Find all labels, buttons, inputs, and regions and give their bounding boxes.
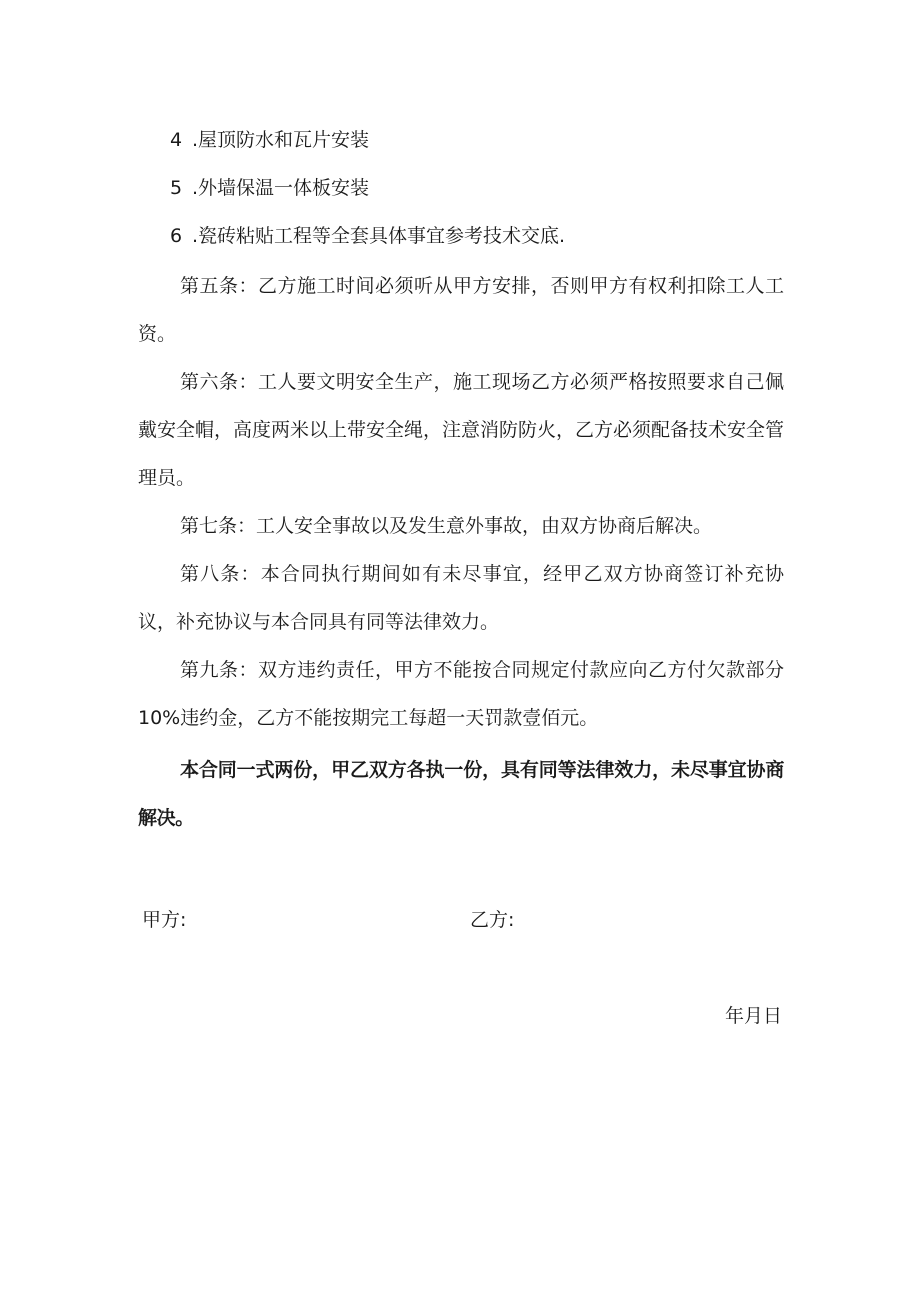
clause-6: 第六条：工人要文明安全生产，施工现场乙方必须严格按照要求自己佩戴安全帽，高度两米以上带安全绳，注意消防防火，乙方必须配备技术安全管理员。 bbox=[138, 371, 785, 489]
clause-7: 第七条：工人安全事故以及发生意外事故，由双方协商后解决。 bbox=[180, 515, 713, 537]
list-item-text: .屋顶防水和瓦片安装 bbox=[192, 129, 370, 151]
closing-statement: 本合同一式两份，甲乙双方各执一份，具有同等法律效力，未尽事宜协商解决。 bbox=[138, 759, 784, 829]
list-item-number: 6 bbox=[170, 225, 183, 247]
list-item-number: 5 bbox=[170, 177, 183, 199]
date-line: 年月日 bbox=[724, 1005, 782, 1027]
list-item-6 bbox=[170, 224, 565, 248]
party-b-signature: 乙方: bbox=[470, 909, 515, 931]
clause-9: 第九条：双方违约责任，甲方不能按合同规定付款应向乙方付欠款部分10%违约金，乙方不能按期完工每超一天罚款壹佰元。 bbox=[138, 659, 784, 729]
list-item-number: 4 bbox=[170, 129, 183, 151]
clause-8: 第八条：本合同执行期间如有未尽事宜，经甲乙双方协商签订补充协议，补充协议与本合同具有同等法律效力。 bbox=[138, 563, 784, 633]
list-item-text: .瓷砖粘贴工程等全套具体事宜参考技术交底. bbox=[192, 225, 566, 247]
clause-5: 第五条：乙方施工时间必须听从甲方安排，否则甲方有权利扣除工人工资。 bbox=[138, 275, 784, 345]
party-a-signature: 甲方: bbox=[142, 909, 187, 931]
list-item-4 bbox=[170, 128, 369, 152]
list-item-text: .外墙保温一体板安装 bbox=[192, 177, 370, 199]
list-item-5 bbox=[170, 176, 369, 200]
